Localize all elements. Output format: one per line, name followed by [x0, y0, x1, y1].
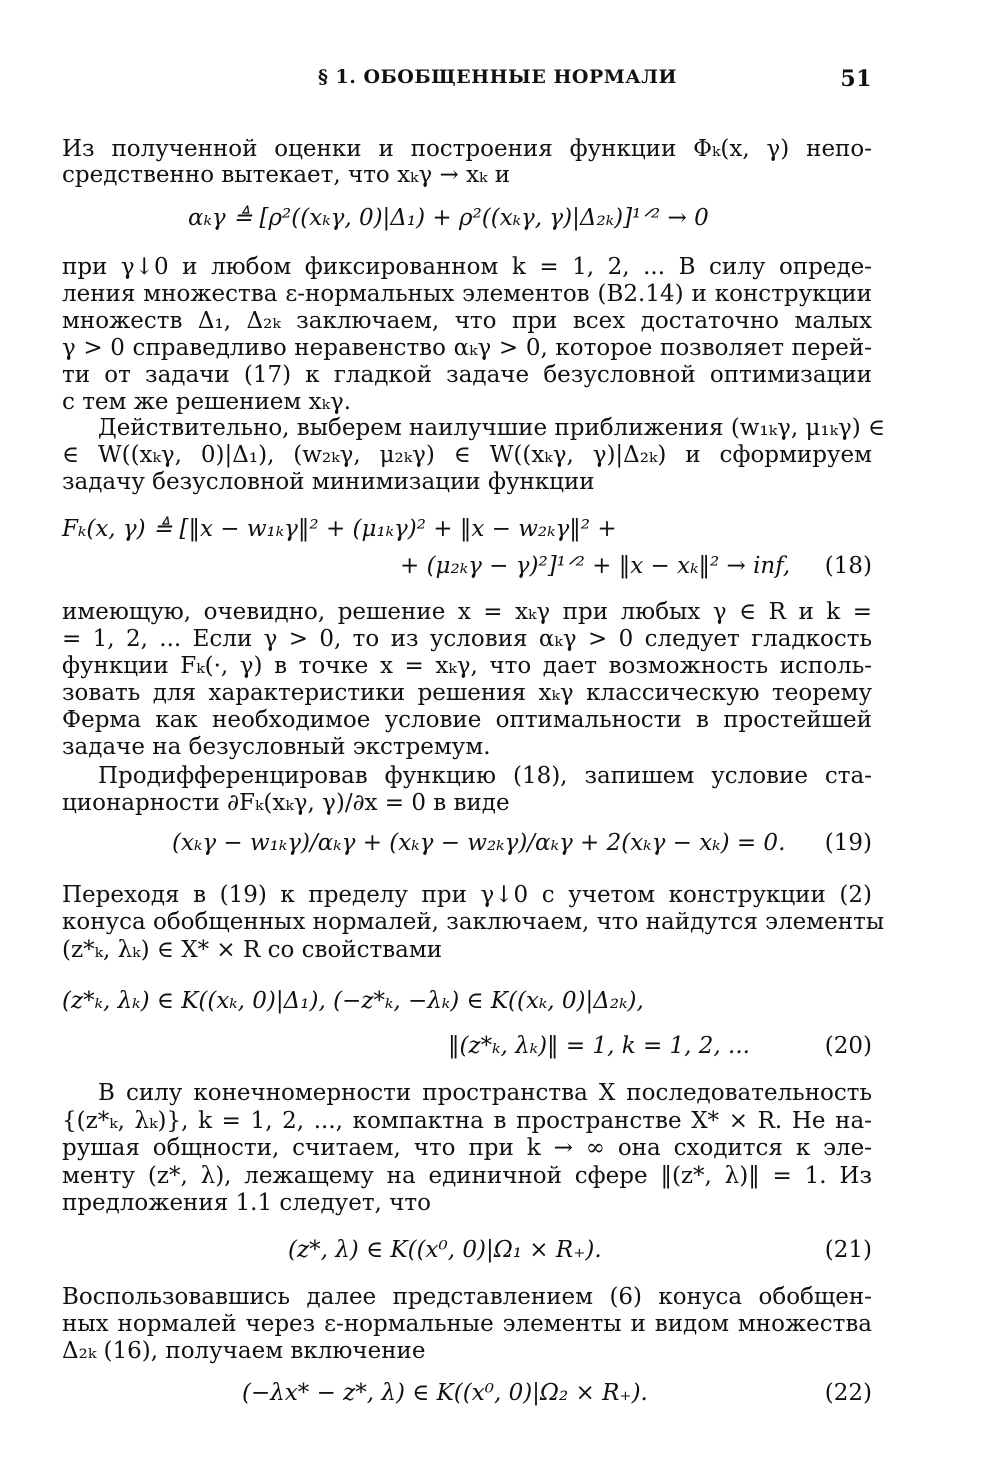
text-line: с тем же решением xₖγ.	[62, 389, 352, 415]
text-line: имеющую, очевидно, решение x = xₖγ при любых γ ∈ R и k =	[62, 599, 872, 625]
text-line: Δ₂ₖ (16), получаем включение	[62, 1338, 426, 1364]
text-line: ционарности ∂Fₖ(xₖγ, γ)/∂x = 0 в виде	[62, 790, 510, 816]
text-line: γ > 0 справедливо неравенство αₖγ > 0, которое позволяет перей-	[62, 335, 872, 361]
page-number: 51	[840, 66, 872, 92]
text-line: {(z*ₖ, λₖ)}, k = 1, 2, ..., компактна в пространстве X* × R. Не на-	[62, 1108, 872, 1134]
formula-22: (−λx* − z*, λ) ∈ K((x⁰, 0)|Ω₂ × R₊).	[242, 1380, 648, 1406]
formula-alpha: αₖγ ≜ [ρ²((xₖγ, 0)|Δ₁) + ρ²((xₖγ, γ)|Δ₂ₖ)]¹ᐟ² → 0	[188, 205, 709, 231]
text-line: ∈ W((xₖγ, 0)|Δ₁), (w₂ₖγ, μ₂ₖγ) ∈ W((xₖγ, γ)|Δ₂ₖ) и сформируем	[62, 442, 872, 468]
formula-21: (z*, λ) ∈ K((x⁰, 0)|Ω₁ × R₊).	[288, 1237, 602, 1263]
text-line: множеств Δ₁, Δ₂ₖ заключаем, что при всех достаточно малых	[62, 308, 872, 334]
formula-20-line2: ‖(z*ₖ, λₖ)‖ = 1, k = 1, 2, ...	[448, 1033, 750, 1059]
text-line: средственно вытекает, что xₖγ → xₖ и	[62, 162, 511, 188]
equation-number: (19)	[824, 830, 872, 856]
text-line: Действительно, выберем наилучшие приближения (w₁ₖγ, μ₁ₖγ) ∈	[98, 415, 886, 441]
text-line: Из полученной оценки и построения функции Φₖ(x, γ) непо-	[62, 136, 872, 162]
equation-number: (21)	[824, 1237, 872, 1263]
text-line: конуса обобщенных нормалей, заключаем, что найдутся элементы	[62, 909, 885, 935]
text-line: зовать для характеристики решения xₖγ классическую теорему	[62, 680, 872, 706]
formula-19: (xₖγ − w₁ₖγ)/αₖγ + (xₖγ − w₂ₖγ)/αₖγ + 2(xₖγ − xₖ) = 0.	[172, 830, 786, 856]
running-header-title: § 1. ОБОБЩЕННЫЕ НОРМАЛИ	[318, 66, 678, 88]
text-line: = 1, 2, ... Если γ > 0, то из условия αₖγ > 0 следует гладкость	[62, 626, 872, 652]
text-line: предложения 1.1 следует, что	[62, 1190, 431, 1216]
text-line: Продифференцировав функцию (18), запишем условие ста-	[98, 763, 872, 789]
formula-18-line2: + (μ₂ₖγ − γ)²]¹ᐟ² + ‖x − xₖ‖² → inf,	[400, 553, 791, 579]
text-line: ных нормалей через ε-нормальные элементы и видом множества	[62, 1311, 872, 1337]
formula-20-line1: (z*ₖ, λₖ) ∈ K((xₖ, 0)|Δ₁), (−z*ₖ, −λₖ) ∈ K((xₖ, 0)|Δ₂ₖ),	[62, 988, 644, 1014]
equation-number: (22)	[824, 1380, 872, 1406]
text-line: задаче на безусловный экстремум.	[62, 734, 491, 760]
equation-number: (18)	[824, 553, 872, 579]
text-line: ления множества ε-нормальных элементов (В2.14) и конструкции	[62, 281, 872, 307]
text-line: менту (z*, λ), лежащему на единичной сфере ‖(z*, λ)‖ = 1. Из	[62, 1163, 872, 1189]
text-line: Воспользовавшись далее представлением (6) конуса обобщен-	[62, 1284, 872, 1310]
text-line: (z*ₖ, λₖ) ∈ X* × R со свойствами	[62, 937, 443, 963]
text-line: задачу безусловной минимизации функции	[62, 469, 595, 495]
text-line: при γ↓0 и любом фиксированном k = 1, 2, ... В силу опреде-	[62, 254, 872, 280]
text-line: В силу конечномерности пространства X последовательность	[98, 1080, 872, 1106]
text-line: Переходя в (19) к пределу при γ↓0 с учетом конструкции (2)	[62, 882, 872, 908]
text-line: рушая общности, считаем, что при k → ∞ она сходится к эле-	[62, 1135, 872, 1161]
equation-number: (20)	[824, 1033, 872, 1059]
text-line: ти от задачи (17) к гладкой задаче безусловной оптимизации	[62, 362, 872, 388]
formula-18-line1: Fₖ(x, γ) ≜ [‖x − w₁ₖγ‖² + (μ₁ₖγ)² + ‖x − w₂ₖγ‖² +	[62, 516, 617, 542]
text-line: Ферма как необходимое условие оптимальности в простейшей	[62, 707, 872, 733]
text-line: функции Fₖ(·, γ) в точке x = xₖγ, что дает возможность исполь-	[62, 653, 872, 679]
